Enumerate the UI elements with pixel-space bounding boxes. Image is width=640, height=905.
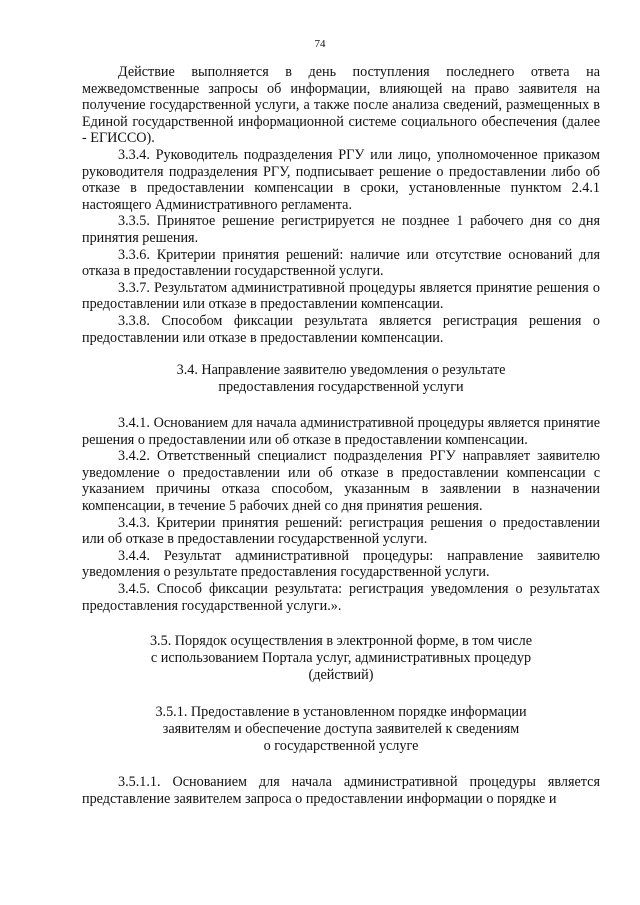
paragraph-3-3-4: 3.3.4. Руководитель подразделения РГУ или лицо, уполномоченное приказом руководителя подразделения РГУ, подписывает решение о предоставлении либо об отказе в предоставлении компенсации в сроки, установленные пунктом 2.4.1 настоящего Административного регламента. <box>82 146 600 213</box>
subsection-heading-3-5-1-line3: о государственной услуге <box>263 738 419 755</box>
section-heading-3-5-line2: с использованием Портала услуг, административных процедур <box>150 650 532 667</box>
paragraph-3-5-1-1: 3.5.1.1. Основанием для начала административной процедуры является представление заявителем запроса о предоставлении информации о порядке и <box>82 774 600 807</box>
paragraph-3-3-6: 3.3.6. Критерии принятия решений: наличие или отсутствие оснований для отказа в предоставлении государственной услуги. <box>82 246 600 280</box>
section-heading-3-5 <box>82 633 600 684</box>
section-heading-3-4-line2: предоставления государственной услуги <box>218 379 464 396</box>
document-body <box>82 64 600 807</box>
paragraph-3-4-2: 3.4.2. Ответственный специалист подразделения РГУ направляет заявителю уведомление о предоставлении или об отказе в предоставлении компенсации с указанием причины отказа способом, указанным в заявлении в назначении компенсации, в течение 5 рабочих дней со дня принятия решения. <box>82 448 600 515</box>
paragraph-3-4-5: 3.4.5. Способ фиксации результата: регистрация уведомления о результатах предоставления государственной услуги.». <box>82 581 600 614</box>
section-heading-3-4-line1: 3.4. Направление заявителю уведомления о результате <box>176 362 506 379</box>
section-heading-3-4 <box>82 362 600 396</box>
paragraph-3-4-3: 3.4.3. Критерии принятия решений: регистрация решения о предоставлении или об отказе в предоставлении государственной услуги. <box>82 514 600 548</box>
paragraph-action-timing: Действие выполняется в день поступления последнего ответа на межведомственные запросы об информации, влияющей на право заявителя на получение государственной услуги, а также после анализа сведений, размещенных в Единой государственной информационной системе социального обеспечения (далее - ЕГИССО). <box>82 64 600 147</box>
section-heading-3-5-line3: (действий) <box>308 667 374 684</box>
paragraph-3-3-8: 3.3.8. Способом фиксации результата является регистрация решения о предоставлении или отказе в предоставлении компенсации. <box>82 312 600 346</box>
subsection-heading-3-5-1-line1: 3.5.1. Предоставление в установленном порядке информации <box>155 704 527 721</box>
subsection-heading-3-5-1 <box>82 704 600 755</box>
page-number: 74 <box>314 38 326 50</box>
subsection-heading-3-5-1-line2: заявителям и обеспечение доступа заявителей к сведениям <box>162 721 520 738</box>
paragraph-3-3-7: 3.3.7. Результатом административной процедуры является принятие решения о предоставлении или отказе в предоставлении компенсации. <box>82 279 600 313</box>
paragraph-3-3-5: 3.3.5. Принятое решение регистрируется не позднее 1 рабочего дня со дня принятия решения. <box>82 213 600 246</box>
paragraph-3-4-4: 3.4.4. Результат административной процедуры: направление заявителю уведомления о результате предоставления государственной услуги. <box>82 547 600 581</box>
paragraph-3-4-1: 3.4.1. Основанием для начала административной процедуры является принятие решения о предоставлении или об отказе в предоставлении компенсации. <box>82 415 600 448</box>
section-heading-3-5-line1: 3.5. Порядок осуществления в электронной форме, в том числе <box>149 633 533 650</box>
